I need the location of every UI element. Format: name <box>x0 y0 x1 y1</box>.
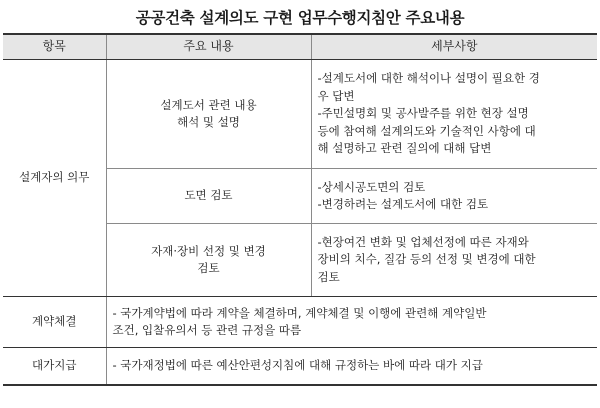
summary-table <box>3 33 597 386</box>
content-cell <box>106 60 311 169</box>
document-title: 공공건축 설계의도 구현 업무수행지침안 주요내용 <box>135 8 465 27</box>
detail-line: -현장여건 변화 및 업체선정에 따른 자재와 <box>317 234 529 249</box>
detail-line: 조건, 입찰유의서 등 관련 규정을 따름 <box>112 323 302 337</box>
content-cell <box>106 224 311 297</box>
content-line: 자재·장비 선정 및 변경 <box>151 243 266 258</box>
table-row <box>3 348 597 386</box>
detail-line: 해 설명하고 관련 질의에 대해 답변 <box>317 141 492 156</box>
detail-line: -주민설명회 및 공사발주를 위한 현장 설명 <box>317 106 529 121</box>
content-line: 검토 <box>197 261 220 275</box>
header-main-content: 주요 내용 <box>106 34 311 60</box>
details-cell <box>311 169 597 224</box>
details-cell <box>311 60 597 169</box>
detail-line: - 국가계약법에 따라 계약을 체결하며, 계약체결 및 이행에 관련해 계약일반 <box>112 305 487 320</box>
detail-line: 우 답변 <box>317 88 355 103</box>
item-payment: 대가지급 <box>3 348 106 386</box>
item-contract: 계약체결 <box>3 297 106 348</box>
detail-line: 등에 참여해 설계의도와 기술적인 사항에 대 <box>317 123 536 138</box>
item-designer-duties: 설계자의 의무 <box>3 60 106 297</box>
content-cell <box>106 169 311 224</box>
detail-line: -설계도서에 대한 해석이나 설명이 필요한 경 <box>317 71 540 86</box>
table-header-row <box>3 34 597 60</box>
detail-line: -상세시공도면의 검토 <box>317 179 426 194</box>
table-row <box>3 297 597 348</box>
detail-line: -변경하려는 설계도서에 대한 검토 <box>317 197 489 211</box>
detail-line: 장비의 치수, 질감 등의 선정 및 변경에 대한 <box>317 252 536 267</box>
details-cell <box>106 348 597 386</box>
content-line: 도면 검토 <box>184 188 233 203</box>
content-line: 해석 및 설명 <box>177 115 240 129</box>
header-item: 항목 <box>3 34 106 60</box>
header-details: 세부사항 <box>311 34 597 60</box>
detail-line: - 국가재정법에 따른 예산안편성지침에 대해 규정하는 바에 따라 대가 지급 <box>112 358 483 373</box>
details-cell <box>106 297 597 348</box>
table-row <box>3 60 597 169</box>
detail-line: 검토 <box>317 269 340 284</box>
content-line: 설계도서 관련 내용 <box>160 97 257 112</box>
details-cell <box>311 224 597 297</box>
